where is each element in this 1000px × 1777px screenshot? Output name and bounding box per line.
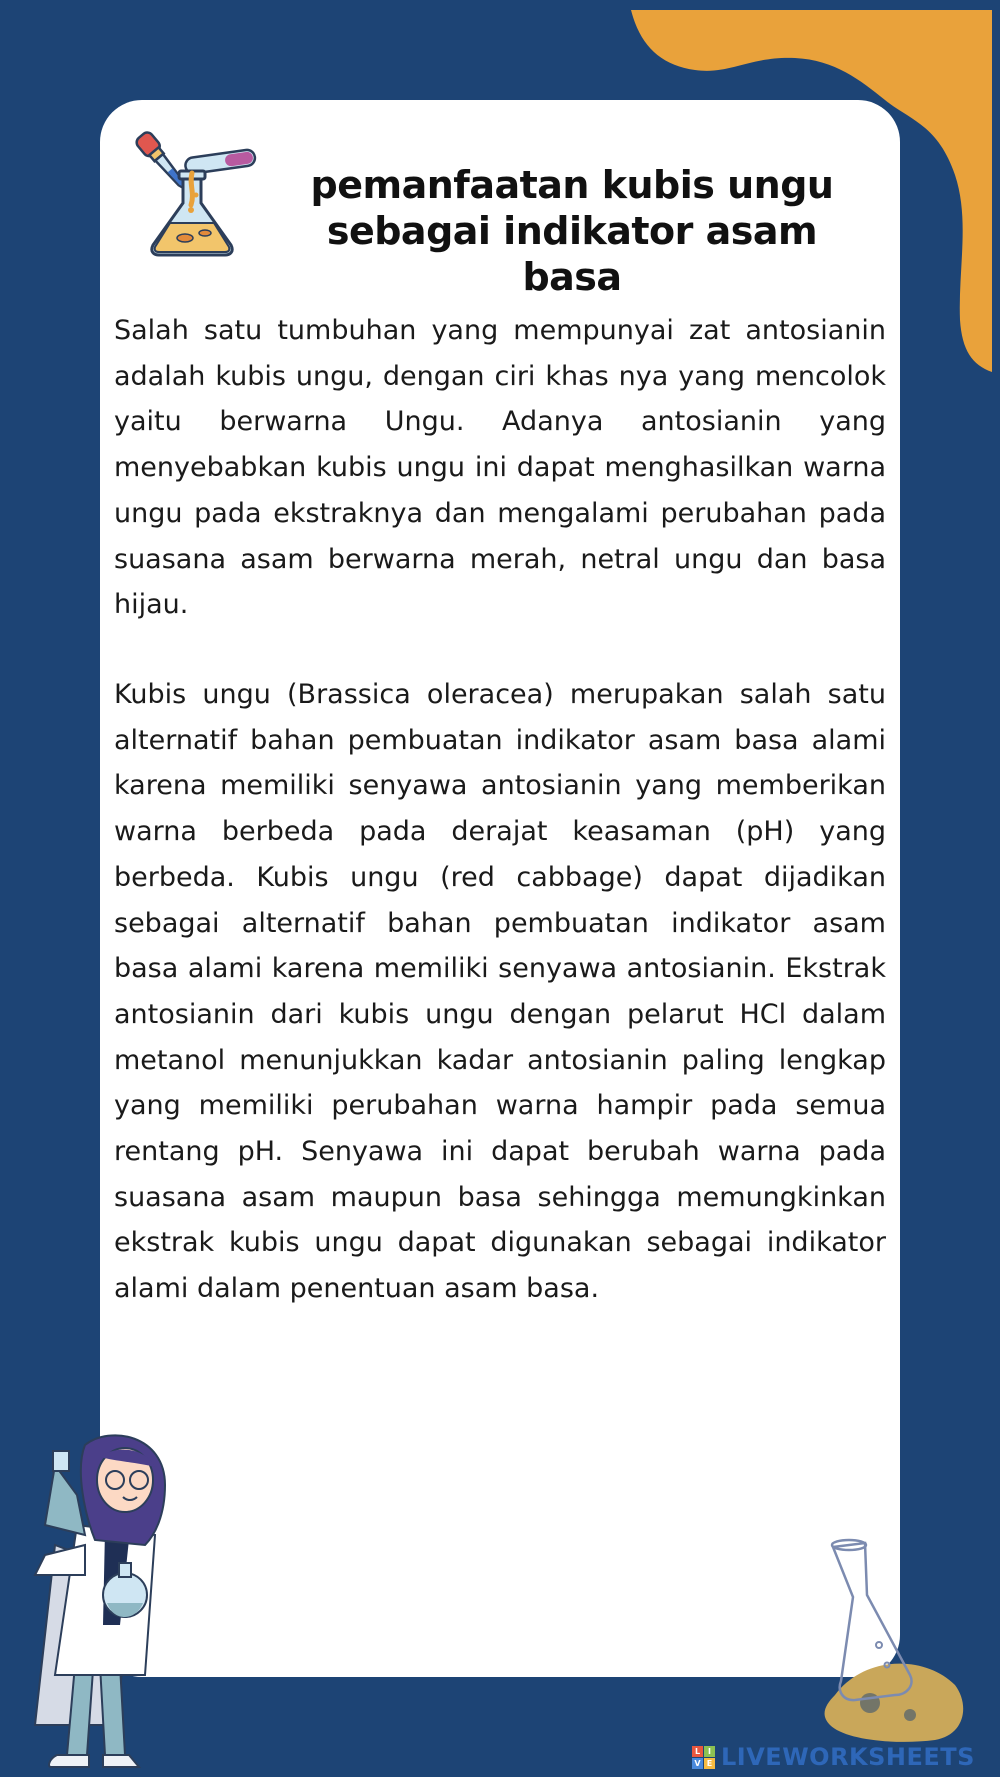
scientist-illustration [15,1425,190,1777]
liveworksheets-watermark [692,1744,975,1770]
logo-letter: E [704,1758,715,1769]
liveworksheets-logo-icon [692,1746,715,1769]
logo-letter: I [704,1746,715,1757]
flask-illustration [815,1535,975,1745]
liveworksheets-text: LIVEWORKSHEETS [721,1743,975,1771]
paragraph-2: Kubis ungu (Brassica oleracea) merupakan salah satu alternatif bahan pembuatan indikator asam basa alami karena memiliki senyawa antosianin yang memberikan warna berbeda pada derajat keasaman (pH) yang berbeda. Kubis ungu (red cabbage) dapat dijadikan sebagai alternatif bahan pembuatan indikator asam basa alami karena memiliki senyawa antosianin. Ekstrak antosianin dari kubis ungu dengan pelarut HCl dalam metanol menunjukkan kadar antosianin paling lengkap yang memiliki perubahan warna hampir pada semua rentang pH. Senyawa ini dapat berubah warna pada suasana asam maupun basa sehingga memungkinkan ekstrak kubis ungu dapat digunakan sebagai indikator alami dalam penentuan asam basa. [114,679,886,1305]
logo-letter: V [692,1758,703,1769]
paragraph-1: Salah satu tumbuhan yang mempunyai zat antosianin adalah kubis ungu, dengan ciri khas nya yang mencolok yaitu berwarna Ungu. Adanya antosianin yang menyebabkan kubis ungu ini dapat menghasilkan warna ungu pada ekstraknya dan mengalami perubahan pada suasana asam berwarna merah, netral ungu dan basa hijau. [114,315,886,621]
chemistry-flask-dropper-icon [125,115,270,260]
page-title: pemanfaatan kubis ungu sebagai indikator asam basa [310,163,834,299]
logo-letter: L [692,1746,703,1757]
